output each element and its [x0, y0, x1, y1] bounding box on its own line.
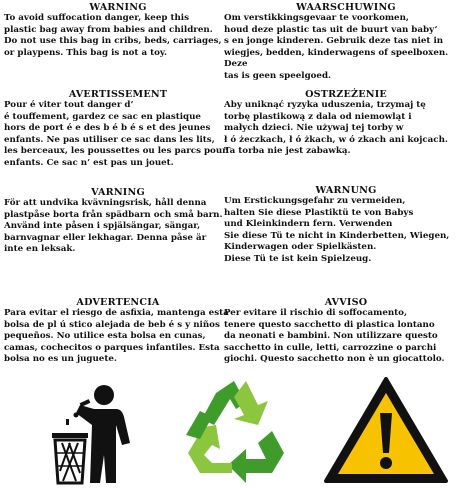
warning-es: [4, 297, 232, 366]
warning-fr: [4, 89, 232, 170]
warning-title-pl: OSTRZEŻENIE: [305, 89, 387, 100]
warning-title-sv: VARNING: [91, 187, 145, 198]
warning-text-it: Per evitare il rischio di soffocamento, tenere questo sacchetto di plastica lontano da neonati e bambini. Non utilizzare questo sacchetto in culle, letti, carrozzine o parchi giochi. Questo sacchetto non è un giocattolo.: [224, 308, 445, 365]
warning-text-es: Para evitar el riesgo de asfixia, mantenga esta bolsa de pl ú stico alejada de beb é s y niños pequeños. No utilice esta bolsa en cunas, camas, cochecitos o parques infantiles. Esta bolsa no es un juguete.: [4, 308, 229, 365]
warning-text-de: Um Erstickungsgefahr zu vermeiden, halten Sie diese Plastiktü te von Babys und Kleinkindern fern. Verwenden Sie diese Tü te nicht in Kinderbetten, Wiegen, Kinderwagen oder Spielkästen. Diese Tü te ist kein Spielzeug.: [224, 196, 450, 264]
warning-en: [4, 2, 232, 59]
warning-text-nl: Om verstikkingsgevaar te voorkomen, houd deze plastic tas uit de buurt van baby’ s en jonge kinderen. Gebruik deze tas niet in wiegjes, bedden, kinderwagens of speelboxen. Deze tas is geen speelgoed.: [224, 13, 449, 81]
warning-title-nl: WAARSCHUWING: [296, 2, 396, 13]
recycle-arrows: [186, 381, 284, 483]
warning-sv: [4, 187, 232, 256]
warning-title-de: WARNUNG: [315, 185, 377, 196]
warning-text-en: To avoid suffocation danger, keep this plastic bag away from babies and children. Do not use this bag in cribs, beds, carriages, or playpens. This bag is not a toy.: [4, 13, 222, 58]
warning-text-fr: Pour é viter tout danger d’ é touffement, gardez ce sac en plastique hors de port é e des b é b é s et des jeunes enfants. Ne pas utiliser ce sac dans les lits, les berceaux, les poussettes ou les parcs pour enfants. Ce sac n’ est pas un jouet.: [4, 100, 227, 168]
warning-title-fr: AVERTISSEMENT: [68, 89, 168, 100]
trash-bin: [52, 433, 88, 483]
warning-pl: [224, 89, 468, 158]
dispose-in-bin-icon: [36, 373, 146, 485]
warning-triangle-icon: [322, 373, 450, 485]
warning-nl: [224, 2, 468, 83]
warning-text-sv: För att undvika kvävningsrisk, håll denna plastpåse borta från spädbarn och små barn. Använd inte påsen i spjälsängar, sängar, barnvagnar eller lekhagar. Denna påse är inte en leksak.: [4, 198, 223, 255]
warning-title-it: AVVISO: [324, 297, 368, 308]
warning-it: [224, 297, 468, 366]
warning-text-pl: Aby uniknąć ryzyka uduszenia, trzymaj tę torbę plastikową z dala od niemowląt i małych dzieci. Nie używaj tej torby w ł ó żeczkach, ł ó żkach, w ó zkach ani kojcach. Ta torba nie jest zabawką.: [224, 100, 448, 157]
recycle-icon: [172, 373, 292, 485]
warning-de: [224, 185, 468, 266]
warning-title-en: WARNING: [89, 2, 147, 13]
warning-title-es: ADVERTENCIA: [76, 297, 160, 308]
